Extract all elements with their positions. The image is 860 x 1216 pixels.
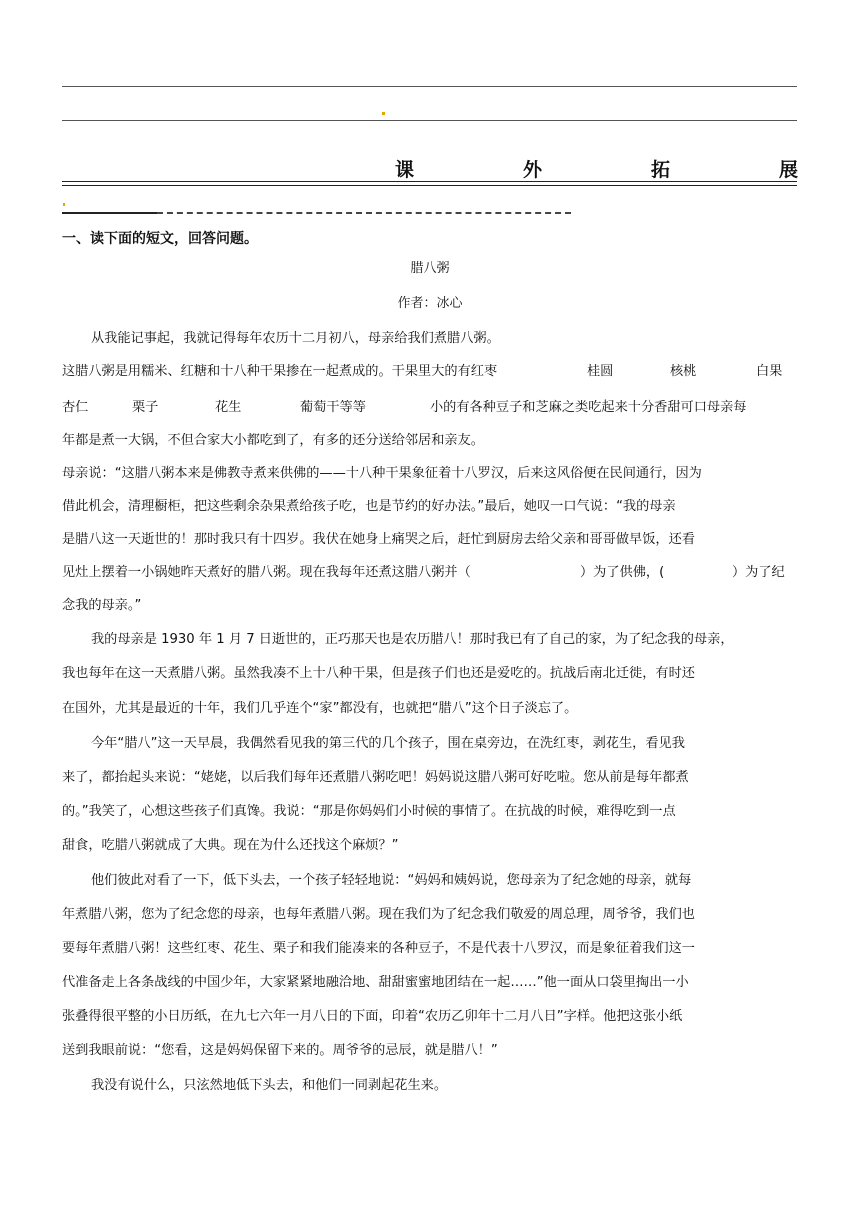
question-heading: 一、读下面的短文，回答问题。 bbox=[62, 231, 258, 247]
paragraph-line: 张叠得很平整的小日历纸，在九七六年一月八日的下面，印着“农历乙卯年十二月八日”字样。他把这张小纸 bbox=[62, 1009, 683, 1024]
paragraph-line: 见灶上摆着一小锅她昨天煮好的腊八粥。现在我每年还煮这腊八粥并（ bbox=[62, 565, 471, 580]
paragraph-line: 他们彼此对看了一下，低下头去，一个孩子轻轻地说：“妈妈和姨妈说，您母亲为了纪念她的母亲，就每 bbox=[91, 873, 692, 888]
header-dot-mark bbox=[382, 112, 385, 115]
paragraph-line: ）为了供佛，( bbox=[580, 565, 665, 580]
list-item: 白果 bbox=[756, 364, 783, 379]
essay-title: 腊八粥 bbox=[410, 261, 450, 276]
paragraph-line: 今年“腊八”这一天早晨，我偶然看见我的第三代的几个孩子，围在桌旁边，在洗红枣，剥花生，看见我 bbox=[91, 736, 685, 751]
section-title-char: 展 bbox=[778, 159, 798, 181]
list-item: 核桃 bbox=[670, 364, 697, 379]
paragraph-line: 我的母亲是 1930 年 1 月 7 日逝世的，正巧那天也是农历腊八！那时我已有了自己的家，为了纪念我的母亲， bbox=[91, 632, 734, 647]
list-item: 葡萄干等等 bbox=[300, 400, 366, 415]
essay-author: 作者：冰心 bbox=[397, 296, 463, 311]
paragraph-line: 我没有说什么，只泫然地低下头去，和他们一同剥起花生来。 bbox=[91, 1078, 448, 1093]
list-item: 桂圆 bbox=[587, 364, 614, 379]
paragraph-line: 的。”我笑了，心想这些孩子们真馋。我说：“那是你妈妈们小时候的事情了。在抗战的时候，难得吃到一点 bbox=[62, 804, 676, 819]
list-item: 栗子 bbox=[132, 400, 159, 415]
section-title-char: 拓 bbox=[650, 159, 670, 181]
paragraph-line: 要每年煮腊八粥！这些红枣、花生、栗子和我们能凑来的各种豆子，不是代表十八罗汉，而是象征着我们这一 bbox=[62, 941, 695, 956]
paragraph-line: 在国外，尤其是最近的十年，我们几乎连个“家”都没有，也就把“腊八”这个日子淡忘了。 bbox=[62, 701, 578, 716]
paragraph-line: 年都是煮一大锅，不但合家大小都吃到了，有多的还分送给邻居和亲友。 bbox=[62, 433, 484, 448]
paragraph-line: 我也每年在这一天煮腊八粥。虽然我凑不上十八种干果，但是孩子们也还是爱吃的。抗战后南北迁徙，有时还 bbox=[62, 666, 695, 681]
paragraph-line: 念我的母亲。” bbox=[62, 598, 142, 613]
paragraph-line: 代准备走上各条战线的中国少年，大家紧紧地融洽地、甜甜蜜蜜地团结在一起……”他一面从口袋里掏出一小 bbox=[62, 975, 689, 990]
separator-solid bbox=[62, 212, 157, 214]
paragraph-line: 年煮腊八粥，您为了纪念您的母亲，也每年煮腊八粥。现在我们为了纪念我们敬爱的周总理，周爷爷，我们也 bbox=[62, 907, 695, 922]
paragraph-line: 这腊八粥是用糯米、红糖和十八种干果掺在一起煮成的。干果里大的有红枣 bbox=[62, 364, 498, 379]
paragraph-line: 小的有各种豆子和芝麻之类吃起来十分香甜可口母亲每 bbox=[430, 400, 747, 415]
title-double-rule bbox=[62, 181, 797, 186]
title-dot-mark bbox=[63, 203, 65, 206]
list-item: 花生 bbox=[215, 400, 242, 415]
paragraph-line: 来了，都抬起头来说：“姥姥，以后我们每年还煮腊八粥吃吧！妈妈说这腊八粥可好吃啦。您从前是每年都煮 bbox=[62, 770, 689, 785]
list-item: 杏仁 bbox=[62, 400, 89, 415]
section-title-char: 课 bbox=[395, 159, 415, 181]
paragraph-line: 母亲说：“这腊八粥本来是佛教寺煮来供佛的——十八种干果象征着十八罗汉，后来这风俗便在民间通行，因为 bbox=[62, 466, 702, 481]
header-rule-bottom bbox=[62, 120, 797, 121]
paragraph-line: 从我能记事起，我就记得每年农历十二月初八，母亲给我们煮腊八粥。 bbox=[91, 331, 500, 346]
separator-dashed bbox=[157, 212, 571, 214]
paragraph-line: 甜食，吃腊八粥就成了大典。现在为什么还找这个麻烦？” bbox=[62, 838, 399, 853]
paragraph-line: 借此机会，清理橱柜，把这些剩余杂果煮给孩子吃，也是节约的好办法。”最后，她叹一口气说：“我的母亲 bbox=[62, 499, 676, 514]
paragraph-line: ）为了纪 bbox=[732, 565, 785, 580]
header-rule-top bbox=[62, 86, 797, 87]
paragraph-line: 是腊八这一天逝世的！那时我只有十四岁。我伏在她身上痛哭之后，赶忙到厨房去给父亲和哥哥做早饭，还看 bbox=[62, 532, 695, 547]
section-title-char: 外 bbox=[522, 159, 542, 181]
section-title bbox=[395, 158, 798, 182]
paragraph-line: 送到我眼前说：“您看，这是妈妈保留下来的。周爷爷的忌辰，就是腊八！” bbox=[62, 1043, 498, 1058]
